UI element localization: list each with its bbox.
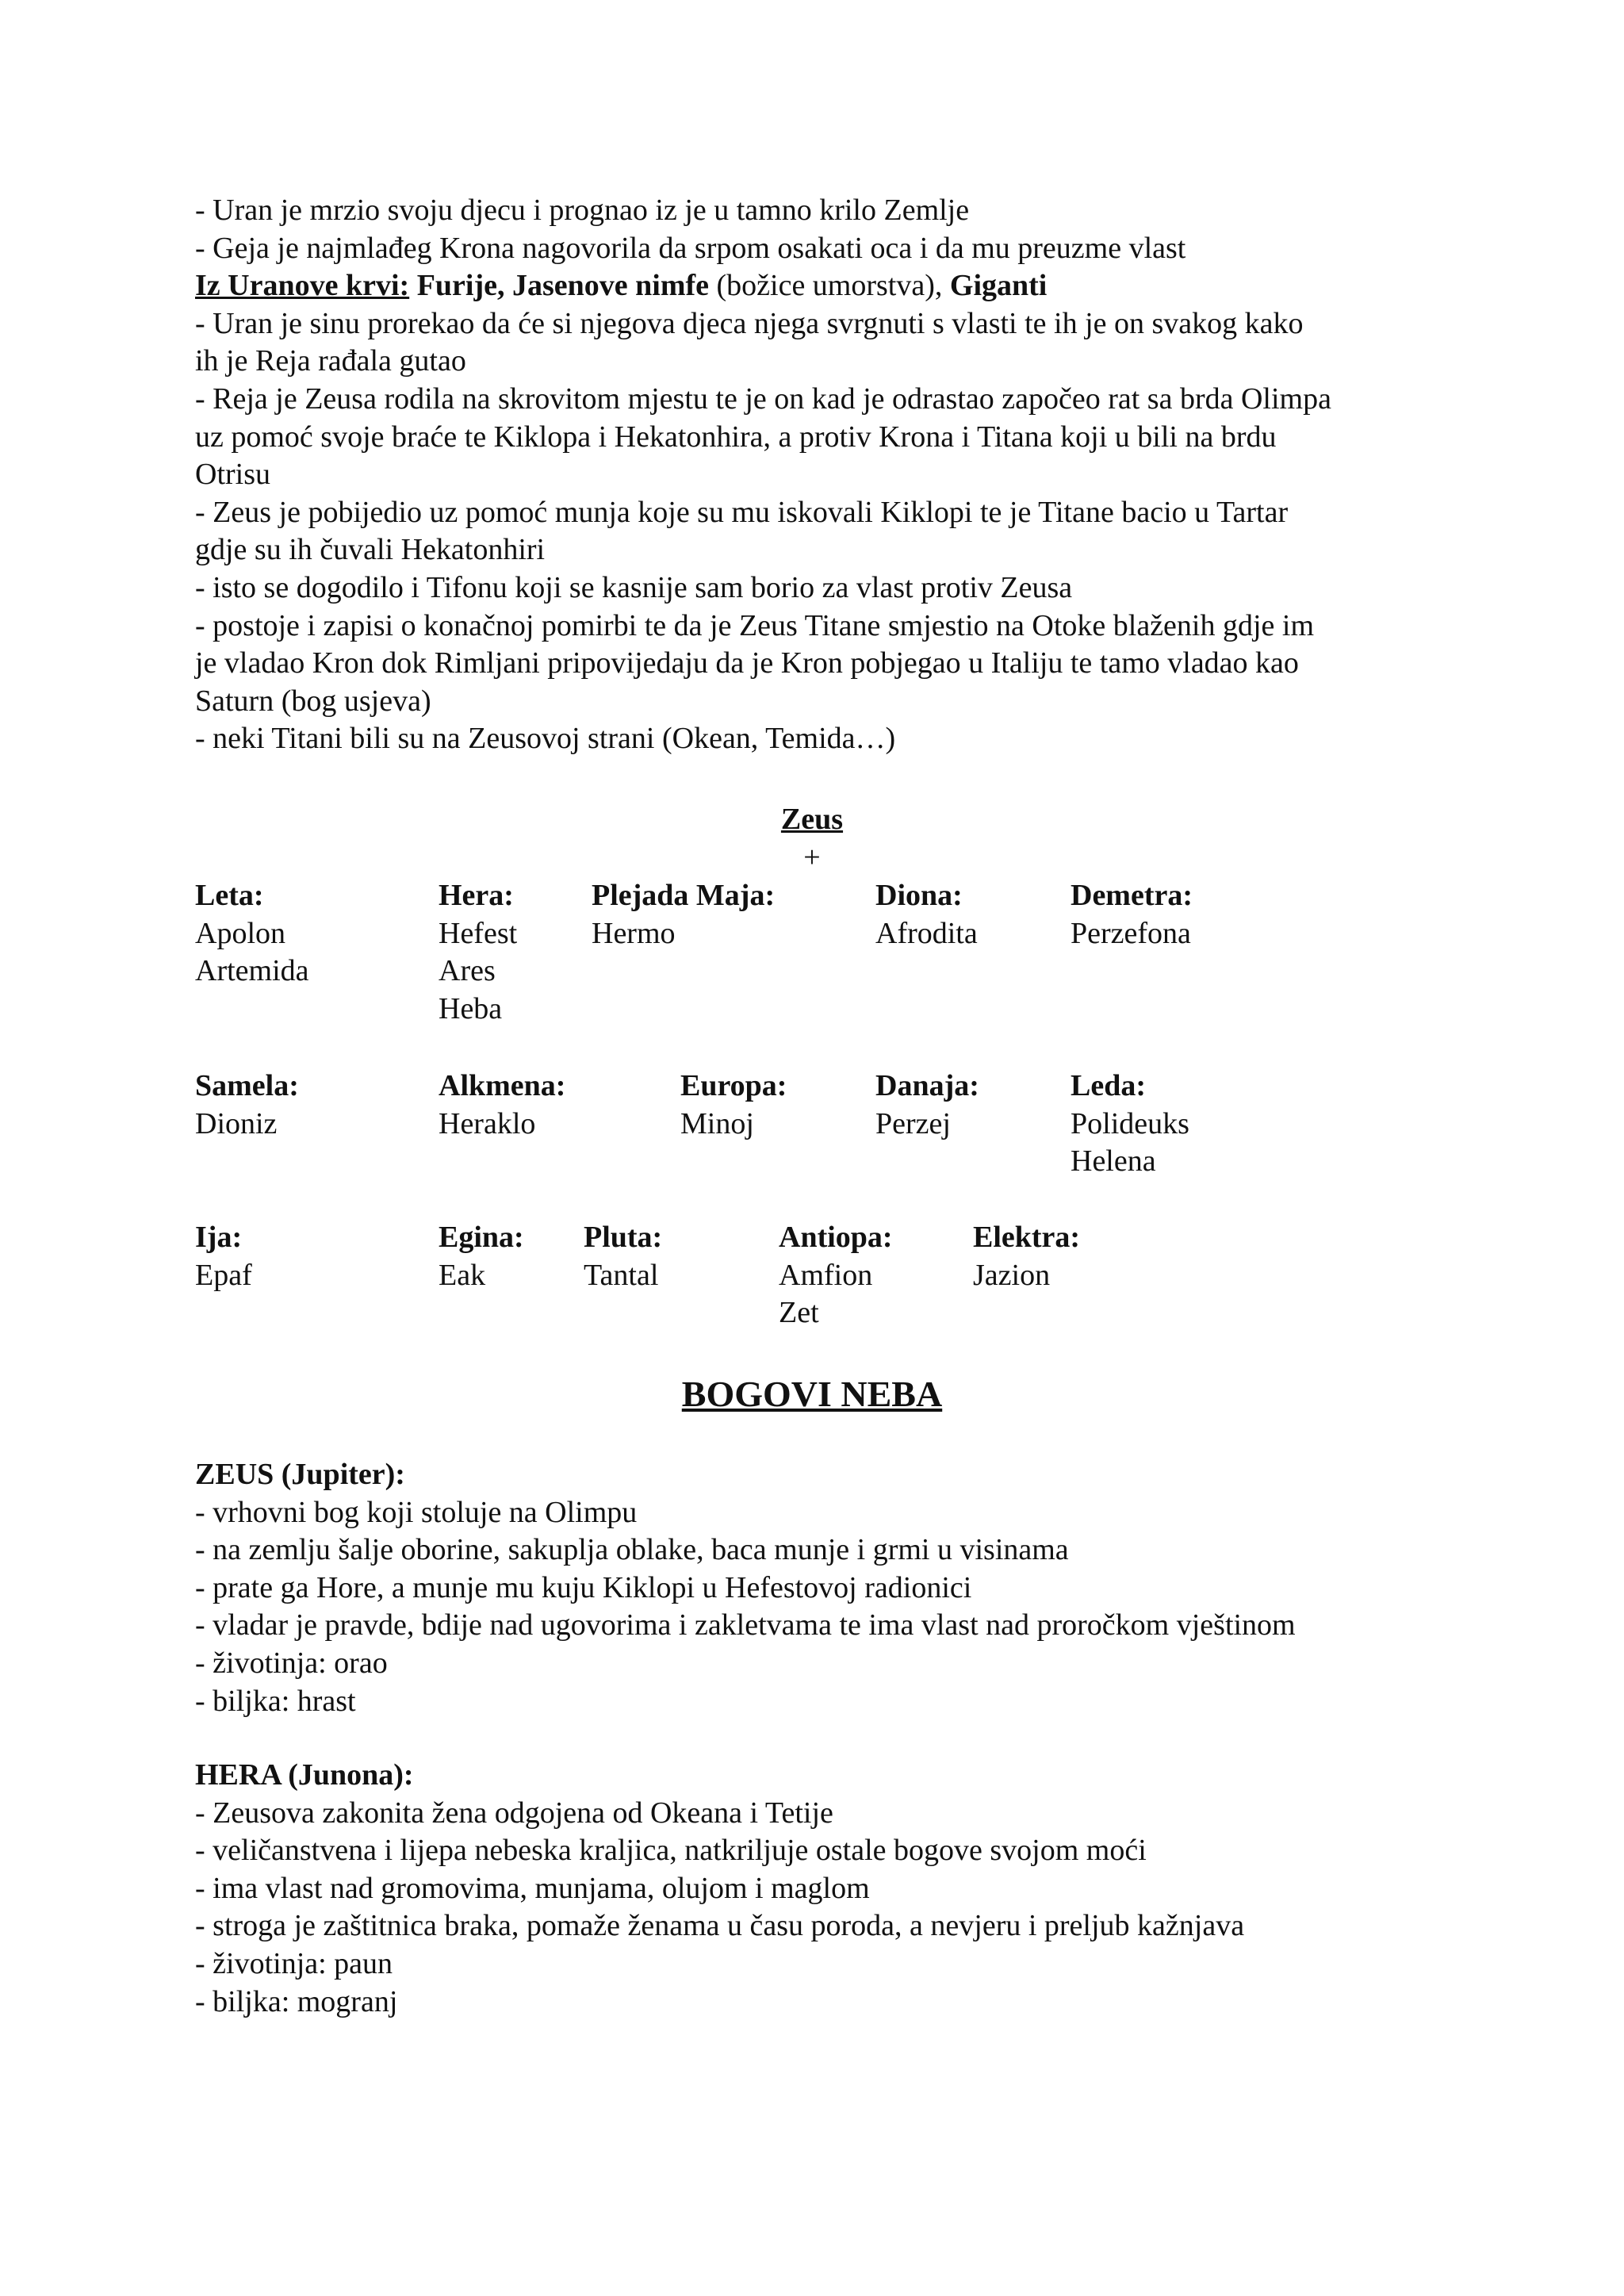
pair-child: Heraklo <box>439 1106 536 1140</box>
pair-child: Polideuks <box>1071 1106 1189 1140</box>
intro-paragraph <box>195 192 1448 758</box>
tree-pair <box>875 877 978 953</box>
pair-child: Hefest <box>439 916 518 950</box>
zeus-line: - prate ga Hore, a munje mu kuju Kiklopi u Hefestovoj radionici <box>195 1570 972 1604</box>
tree-pair <box>875 1068 979 1143</box>
hera-line: - Zeusova zakonita žena odgojena od Okeana i Tetije <box>195 1796 833 1830</box>
intro-line: - Uran je mrzio svoju djecu i prognao iz je u tamno krilo Zemlje <box>195 194 970 227</box>
tree-pair <box>779 1219 893 1332</box>
pair-mother: Samela: <box>195 1069 299 1102</box>
tree-pair <box>439 877 517 1028</box>
hera-line: - biljka: mogranj <box>195 1984 398 2018</box>
intro-line: ih je Reja rađala gutao <box>195 344 466 378</box>
pair-child: Apolon <box>195 916 285 950</box>
uran-blood-line <box>195 267 1448 305</box>
pair-child: Hermo <box>592 916 676 950</box>
section-heading: BOGOVI NEBA <box>681 1374 943 1414</box>
hera-section <box>195 1757 1464 2021</box>
intro-line: - Zeus je pobijedio uz pomoć munja koje su mu iskovali Kiklopi te je Titane bacio u Tartar <box>195 495 1289 529</box>
intro-line: - Geja je najmlađeg Krona nagovorila da srpom osakati oca i da mu preuzme vlast <box>195 231 1186 265</box>
uran-blood-label: Iz Uranove krvi: <box>195 269 410 303</box>
pair-child: Helena <box>1071 1144 1156 1179</box>
tree-title: Zeus <box>780 803 844 836</box>
tree-pair <box>1071 1068 1189 1181</box>
tree-pair <box>439 1068 565 1143</box>
tree-pair <box>195 877 309 991</box>
intro-line: - isto se dogodilo i Tifonu koji se kasnije sam borio za vlast protiv Zeusa <box>195 570 1073 604</box>
pair-mother: Plejada Maja: <box>592 879 776 912</box>
pair-child: Perzej <box>875 1106 951 1140</box>
pair-child: Amfion <box>779 1258 873 1292</box>
pair-mother: Leda: <box>1071 1069 1146 1102</box>
pair-child: Ares <box>439 954 496 988</box>
pair-mother: Demetra: <box>1071 879 1193 912</box>
intro-line: je vladao Kron dok Rimljani pripovijedaju da je Kron pobjegao u Italiju te tamo vladao kao <box>195 646 1299 680</box>
pair-mother: Leta: <box>195 879 264 912</box>
hera-line: - stroga je zaštitnica braka, pomaže ženama u času poroda, a nevjeru i preljub kažnjava <box>195 1909 1245 1943</box>
pair-mother: Danaja: <box>875 1069 979 1102</box>
tree-pair <box>1071 877 1193 953</box>
pair-mother: Egina: <box>439 1221 524 1254</box>
pair-child: Tantal <box>584 1258 659 1292</box>
pair-mother: Antiopa: <box>779 1221 893 1254</box>
uran-blood-furije: Furije, Jasenove nimfe <box>416 269 709 303</box>
tree-plus: + <box>803 841 821 874</box>
uran-blood-note: (božice umorstva), <box>716 269 943 303</box>
zeus-line: - vladar je pravde, bdije nad ugovorima i zakletvama te ima vlast nad proročkom vještinom <box>195 1608 1296 1642</box>
intro-line: - Uran je sinu prorekao da će si njegova djeca njega svrgnuti s vlasti te ih je on svakog kako <box>195 306 1304 340</box>
tree-pair <box>584 1219 662 1294</box>
pair-child: Artemida <box>195 954 309 988</box>
uran-blood-giganti: Giganti <box>949 269 1048 303</box>
intro-line: Saturn (bog usjeva) <box>195 684 431 718</box>
tree-pair <box>195 1219 252 1294</box>
pair-child: Jazion <box>973 1258 1051 1292</box>
zeus-line: - vrhovni bog koji stoluje na Olimpu <box>195 1495 638 1529</box>
pair-mother: Diona: <box>875 879 963 912</box>
hera-line: - životinja: paun <box>195 1946 393 1980</box>
hera-line: - veličanstvena i lijepa nebeska kraljica, natkriljuje ostale bogove svojom moći <box>195 1834 1147 1868</box>
pair-child: Eak <box>439 1258 486 1292</box>
tree-pair <box>592 877 775 953</box>
pair-child: Minoj <box>680 1106 754 1140</box>
pair-mother: Alkmena: <box>439 1069 566 1102</box>
zeus-line: - životinja: orao <box>195 1646 388 1680</box>
tree-pair <box>195 1068 299 1143</box>
intro-line: uz pomoć svoje braće te Kiklopa i Hekatonhira, a protiv Krona i Titana koji u bili na brdu <box>195 420 1277 454</box>
hera-title: HERA (Junona): <box>195 1758 414 1792</box>
intro-line: - neki Titani bili su na Zeusovoj strani (Okean, Temida…) <box>195 722 896 756</box>
tree-pair <box>439 1219 524 1294</box>
intro-line: Otrisu <box>195 458 270 492</box>
zeus-line: - na zemlju šalje oborine, sakuplja oblake, baca munje i grmi u visinama <box>195 1533 1069 1567</box>
pair-child: Perzefona <box>1071 916 1191 950</box>
pair-child: Epaf <box>195 1258 252 1292</box>
pair-mother: Hera: <box>439 879 514 912</box>
pair-child: Heba <box>439 991 503 1025</box>
pair-mother: Ija: <box>195 1221 243 1254</box>
zeus-title: ZEUS (Jupiter): <box>195 1458 405 1491</box>
pair-mother: Pluta: <box>584 1221 663 1254</box>
tree-pair <box>973 1219 1080 1294</box>
pair-child: Afrodita <box>875 916 978 950</box>
pair-mother: Europa: <box>680 1069 787 1102</box>
hera-line: - ima vlast nad gromovima, munjama, olujom i maglom <box>195 1871 870 1905</box>
zeus-section <box>195 1456 1464 1720</box>
intro-line: - Reja je Zeusa rodila na skrovitom mjestu te je on kad je odrastao započeo rat sa brda Olimpa <box>195 381 1331 416</box>
zeus-line: - biljka: hrast <box>195 1684 356 1718</box>
intro-line: - postoje i zapisi o konačnoj pomirbi te da je Zeus Titane smjestio na Otoke blaženih gdje im <box>195 608 1315 642</box>
pair-mother: Elektra: <box>973 1221 1081 1254</box>
pair-child: Dioniz <box>195 1106 278 1140</box>
tree-pair <box>680 1068 787 1143</box>
intro-line: gdje su ih čuvali Hekatonhiri <box>195 533 546 567</box>
pair-child: Zet <box>779 1296 819 1330</box>
